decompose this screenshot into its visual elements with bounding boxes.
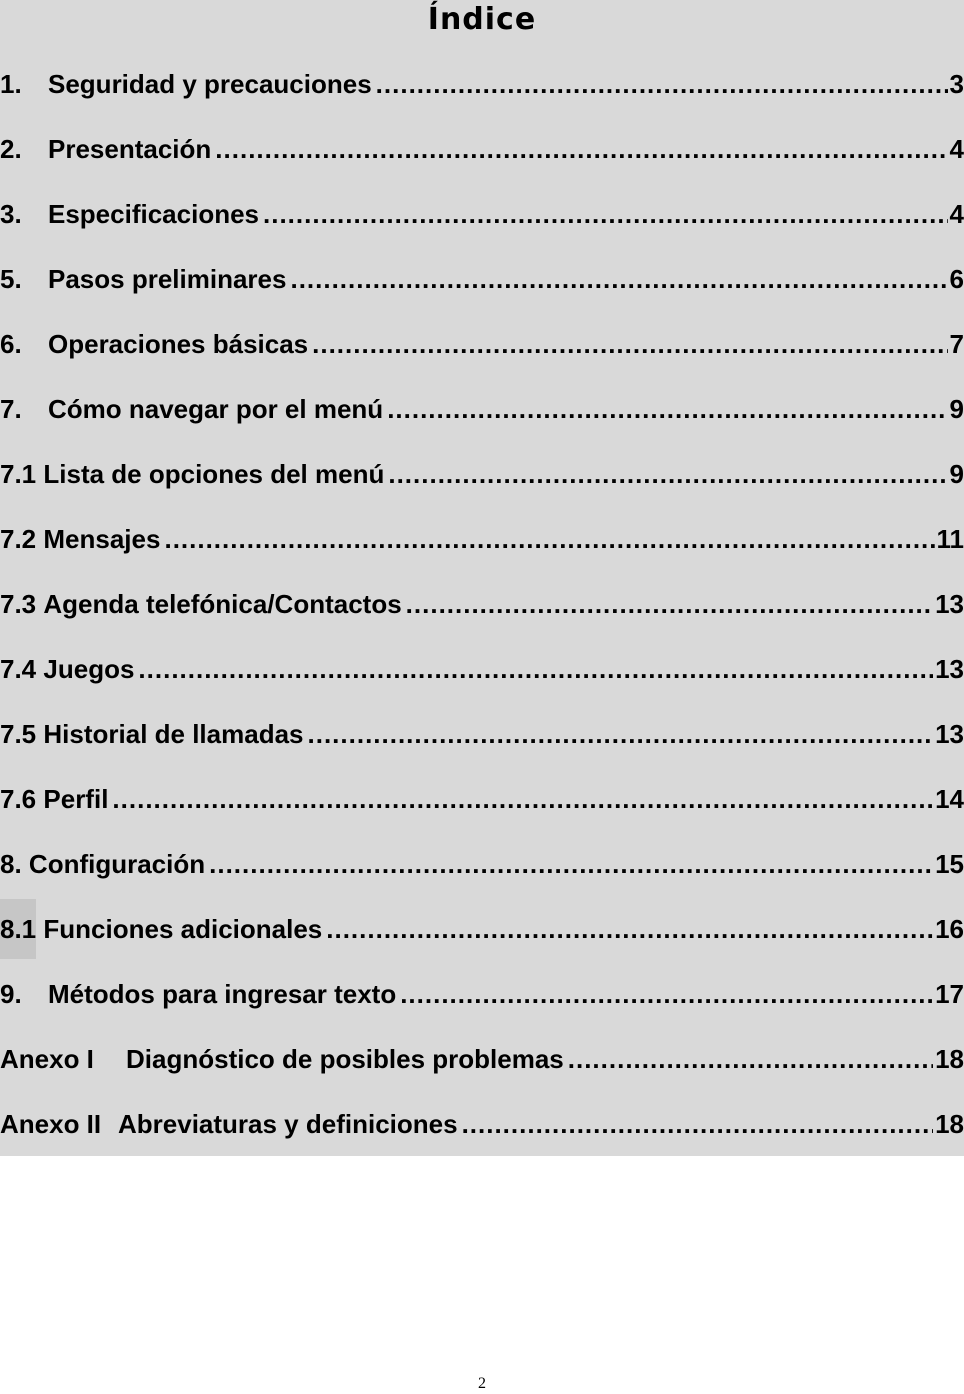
toc-entry[interactable] [0,1094,964,1159]
toc-entry-title: Funciones adicionales [43,899,322,959]
toc-dot-leader [263,184,948,244]
toc-entry-page: 14 [935,769,964,829]
toc-entry-title: Lista de opciones del menú [43,444,384,504]
toc-entry-number: 8.1 [0,899,36,959]
toc-entry-number: 7.6 [0,769,36,829]
toc-dot-leader [308,704,934,764]
toc-entry-page: 15 [935,834,964,894]
toc-entry-page: 13 [935,574,964,634]
toc-entry-number: 2. [0,119,48,179]
toc-entry[interactable] [0,639,964,704]
toc-entry-page: 7 [950,314,964,374]
toc-dot-leader [387,379,947,439]
toc-entry-number: 7.2 [0,509,36,569]
toc-entry-page: 18 [935,1029,964,1089]
toc-dot-leader [376,54,948,114]
toc-entry-title: Abreviaturas y definiciones [118,1094,458,1154]
toc-entry-page: 13 [935,639,964,699]
toc-entry-number: 3. [0,184,48,244]
toc-entry-title: Seguridad y precauciones [48,54,372,114]
toc-entry[interactable] [0,379,964,444]
page-title: Índice [0,0,964,42]
toc-entry[interactable] [0,899,964,964]
toc-entry-title: Métodos para ingresar texto [48,964,396,1024]
toc-entry[interactable] [0,834,964,899]
toc-dot-leader [112,769,933,829]
toc-entry[interactable] [0,574,964,639]
toc-entry-title: Operaciones básicas [48,314,308,374]
toc-entry-title: Perfil [43,769,108,829]
toc-entry-number: Anexo I [0,1029,126,1089]
toc-entry-page: 17 [935,964,964,1024]
toc-entry-title: Configuración [29,834,205,894]
toc-list [0,54,964,1159]
toc-entry-page: 4 [950,119,964,179]
toc-dot-leader [138,639,933,699]
toc-entry-number: 5. [0,249,48,309]
toc-entry-number: 7.3 [0,574,36,634]
toc-entry-title: Cómo navegar por el menú [48,379,383,439]
toc-entry-page: 11 [937,509,964,569]
toc-dot-leader [568,1029,933,1089]
toc-entry[interactable] [0,119,964,184]
toc-dot-leader [215,119,947,179]
toc-entry[interactable] [0,704,964,769]
toc-dot-leader [406,574,933,634]
toc-dot-leader [290,249,947,309]
toc-entry-number: 7. [0,379,48,439]
toc-dot-leader [164,509,934,569]
toc-entry-title: Mensajes [43,509,160,569]
toc-entry[interactable] [0,314,964,379]
toc-entry-title: Historial de llamadas [43,704,303,764]
toc-entry[interactable] [0,54,964,119]
toc-dot-leader [326,899,933,959]
toc-entry-title: Pasos preliminares [48,249,286,309]
toc-entry[interactable] [0,509,964,574]
toc-entry[interactable] [0,184,964,249]
toc-entry-page: 13 [935,704,964,764]
toc-entry[interactable] [0,964,964,1029]
toc-entry-number: 6. [0,314,48,374]
toc-entry-page: 16 [935,899,964,959]
toc-entry-title: Agenda telefónica/Contactos [43,574,401,634]
toc-entry[interactable] [0,444,964,509]
toc-entry[interactable] [0,769,964,834]
toc-entry-number: 9. [0,964,48,1024]
toc-entry-title: Juegos [43,639,134,699]
toc-entry-page: 6 [950,249,964,309]
toc-entry[interactable] [0,1029,964,1094]
toc-entry-page: 18 [935,1094,964,1154]
toc-entry-number: 1. [0,54,48,114]
toc-entry-number: 7.1 [0,444,36,504]
page-number: 2 [0,1374,964,1394]
toc-dot-leader [462,1094,934,1154]
toc-entry-number: 8. [0,834,22,894]
toc-entry-number: Anexo II [0,1094,118,1154]
toc-dot-leader [388,444,947,504]
toc-dot-leader [209,834,933,894]
toc-dot-leader [400,964,933,1024]
toc-entry-title: Presentación [48,119,211,179]
toc-entry-page: 3 [950,54,964,114]
toc-entry-page: 9 [950,444,964,504]
toc-entry-number: 7.5 [0,704,36,764]
toc-entry[interactable] [0,249,964,314]
toc-entry-number: 7.4 [0,639,36,699]
toc-dot-leader [312,314,947,374]
toc-entry-title: Diagnóstico de posibles problemas [126,1029,564,1089]
toc-entry-title: Especificaciones [48,184,259,244]
toc-entry-page: 9 [950,379,964,439]
toc-entry-page: 4 [950,184,964,244]
